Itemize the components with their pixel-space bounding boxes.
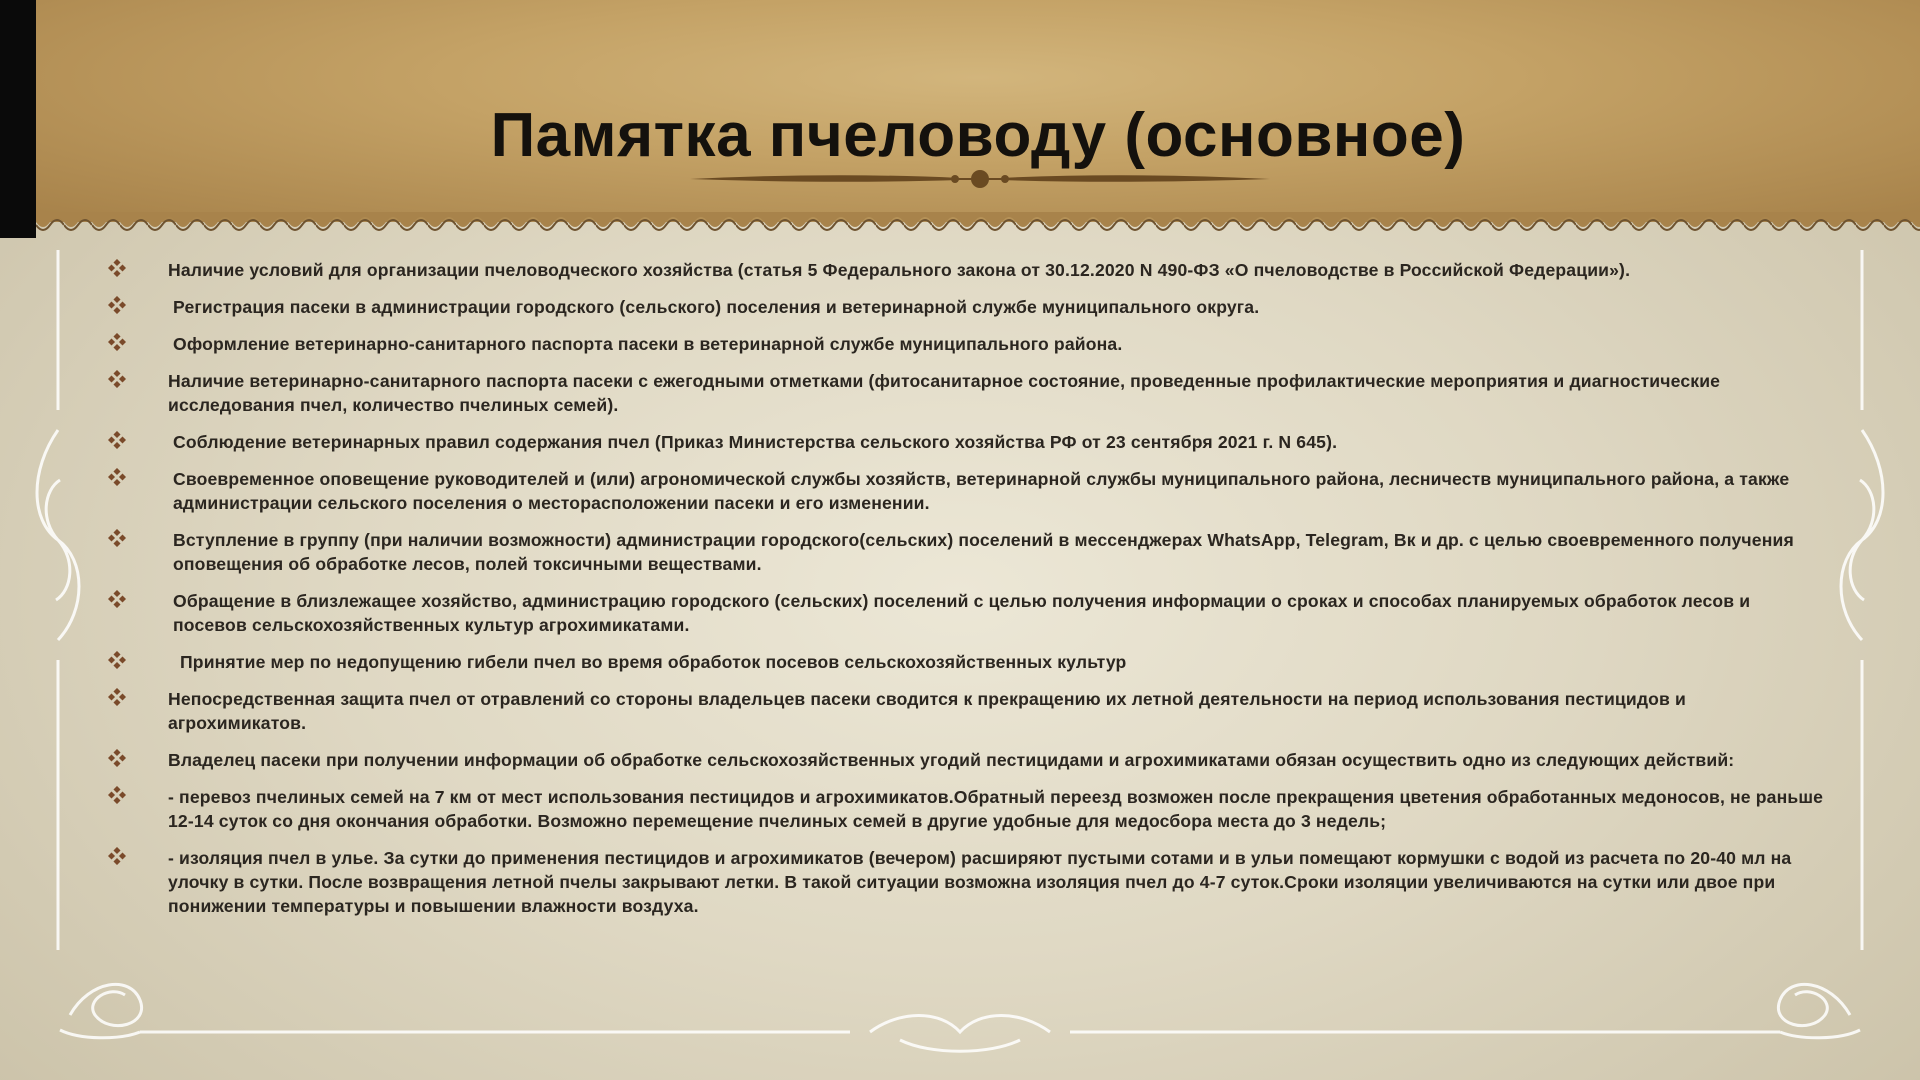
memo-list [108, 258, 1828, 931]
list-item [108, 430, 1828, 454]
list-item-text: Непосредственная защита пчел от отравлений со стороны владельцев пасеки сводится к прекращению их летной деятельности на период использования пестицидов и агрохимикатов. [168, 689, 1687, 733]
list-item-text: Обращение в близлежащее хозяйство, администрацию городского (сельских) поселений с целью получения информации о сроках и способах планируемых обработок лесов и посевов сельскохозяйственных культур агрохимикатами. [173, 591, 1751, 635]
list-item-text: - перевоз пчелиных семей на 7 км от мест использования пестицидов и агрохимикатов.Обратный переезд возможен после прекращения цветения обработанных медоносов, не раньше 12-14 суток со дня окончания обработки. Возможно перемещение пчелиных семей в другие удобные для медосбора места до 3 недель; [168, 787, 1824, 831]
page-title: Памятка пчеловоду (основное) [490, 101, 1466, 170]
diamond-bullet-icon [108, 785, 168, 809]
list-item [108, 467, 1828, 515]
list-item-text: Регистрация пасеки в администрации городского (сельского) поселения и ветеринарной службе муниципального округа. [173, 297, 1260, 317]
diamond-bullet-icon [108, 528, 168, 552]
list-item [108, 650, 1828, 674]
diamond-bullet-icon [108, 589, 168, 613]
list-item [108, 748, 1828, 772]
list-item [108, 258, 1828, 282]
list-item-text: Наличие ветеринарно-санитарного паспорта пасеки с ежегодными отметками (фитосанитарное состояние, проведенные профилактические мероприятия и диагностические исследования пчел, количество пчелиных семей). [168, 371, 1721, 415]
diamond-bullet-icon [108, 846, 168, 870]
list-item-text: Соблюдение ветеринарных правил содержания пчел (Приказ Министерства сельского хозяйства РФ от 23 сентября 2021 г. N 645). [173, 432, 1338, 452]
list-item-text: Принятие мер по недопущению гибели пчел во время обработок посевов сельскохозяйственных культур [180, 652, 1127, 672]
list-item [108, 589, 1828, 637]
diamond-bullet-icon [108, 258, 168, 282]
list-item [108, 785, 1828, 833]
diamond-bullet-icon [108, 748, 168, 772]
list-item-text: Оформление ветеринарно-санитарного паспорта пасеки в ветеринарной службе муниципального района. [173, 334, 1123, 354]
diamond-bullet-icon [108, 687, 168, 711]
list-item [108, 295, 1828, 319]
list-item [108, 332, 1828, 356]
left-black-bar [0, 0, 36, 238]
diamond-bullet-icon [108, 430, 168, 454]
title-ornament-divider [690, 168, 1270, 190]
list-item [108, 528, 1828, 576]
diamond-bullet-icon [108, 332, 168, 356]
list-item-text: - изоляция пчел в улье. За сутки до применения пестицидов и агрохимикатов (вечером) расширяют пустыми сотами и в ульи помещают кормушки с водой из расчета по 20-40 мл на улочку в сутки. После возвращения летной пчелы закрывают летки. В такой ситуации возможна изоляция пчел до 4-7 суток.Сроки изоляции увеличиваются на сутки или двое при понижении температуры и повышении влажности воздуха. [168, 848, 1792, 916]
list-item [108, 687, 1828, 735]
header-scalloped-edge [36, 212, 1920, 238]
diamond-bullet-icon [108, 295, 168, 319]
diamond-bullet-icon [108, 650, 168, 674]
list-item-text: Наличие условий для организации пчеловодческого хозяйства (статья 5 Федерального закона от 30.12.2020 N 490-ФЗ «О пчеловодстве в Российской Федерации»). [168, 260, 1631, 280]
list-item-text: Вступление в группу (при наличии возможности) администрации городского(сельских) поселений в мессенджерах WhatsApp, Telegram, Вк и др. с целью своевременного получения оповещения об обработке лесов, полей токсичными веществами. [173, 530, 1794, 574]
list-item [108, 369, 1828, 417]
list-item [108, 846, 1828, 918]
diamond-bullet-icon [108, 369, 168, 393]
list-item-text: Своевременное оповещение руководителей и (или) агрономической службы хозяйств, ветеринарной службы муниципального района, лесничеств муниципального района, а также администрации сельского поселения о месторасположении пасеки и его изменении. [173, 469, 1790, 513]
list-item-text: Владелец пасеки при получении информации об обработке сельскохозяйственных угодий пестицидами и агрохимикатами обязан осуществить одно из следующих действий: [168, 750, 1735, 770]
diamond-bullet-icon [108, 467, 168, 491]
